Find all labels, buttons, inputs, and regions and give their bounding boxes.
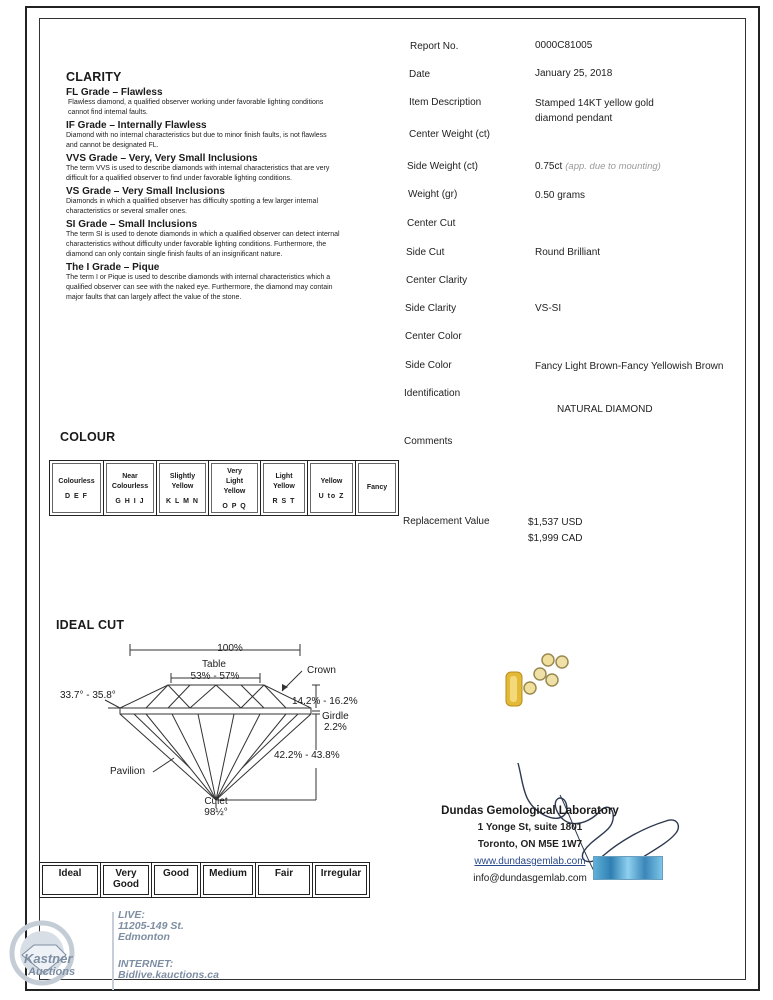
colour-grade-name: Yellow <box>273 482 295 490</box>
colour-grade-name: Very <box>227 467 242 475</box>
clarity-heading: CLARITY <box>66 70 122 84</box>
girdle-label: Girdle <box>322 711 349 722</box>
report-field-value-line: VS-SI <box>535 303 562 314</box>
auction-brand-top: Kastner <box>24 951 73 966</box>
clarity-grade-description-line: The term I or Pique is used to describe diamonds with internal characteristics which a <box>66 274 331 281</box>
colour-grade-name: Fancy <box>366 484 388 491</box>
replacement-value-cad: $1,999 CAD <box>528 533 583 544</box>
report-field-value <box>535 301 561 316</box>
colour-grade-name: Slightly <box>169 472 196 480</box>
cut-grade-label: Very Good <box>103 865 149 895</box>
crown-height-label: 14.2% - 16.2% <box>292 696 358 707</box>
report-details <box>404 0 744 500</box>
report-field-value-line: 0000C81005 <box>535 40 593 51</box>
watermark-divider <box>112 912 114 990</box>
clarity-grade-description-line: Diamond with no internal characteristics but due to minor finish faults, is not flawless <box>66 132 327 139</box>
auction-contact <box>118 910 219 981</box>
colour-grade-letters: D E F <box>65 492 88 500</box>
colour-grade-name: Light <box>275 472 293 480</box>
report-field-label: Identification <box>404 388 461 399</box>
clarity-grade-description-line: The term VVS is used to describe diamonds with internal characteristics that are very <box>66 165 330 172</box>
table-percentage: 53% - 57% <box>190 671 240 682</box>
clarity-grade-item <box>66 219 386 260</box>
cut-grade-label: Ideal <box>42 865 98 895</box>
clarity-grade-description-line: difficult for a qualified observer to find under favorable lighting conditions. <box>66 175 292 182</box>
report-field-label: Side Clarity <box>405 303 457 314</box>
colour-grade-letters: G H I J <box>115 497 145 505</box>
ideal-cut-heading: IDEAL CUT <box>56 618 125 632</box>
hologram-seal <box>593 856 663 880</box>
clarity-section <box>66 70 386 305</box>
colour-grade-cell <box>261 461 308 516</box>
clarity-grade-description-line: Diamonds in which a qualified observer has difficulty spotting a few larger internal <box>66 198 319 205</box>
cut-grade-cell <box>152 863 201 898</box>
total-width-label: 100% <box>217 643 243 654</box>
colour-grade-cell <box>209 461 261 516</box>
report-field-value <box>535 38 592 53</box>
lab-name: Dundas Gemological Laboratory <box>441 805 619 817</box>
clarity-grade-description-line: and cannot be designated FL. <box>66 142 159 149</box>
report-field-value <box>535 188 585 203</box>
clarity-grade-item <box>66 87 386 118</box>
pavilion-label: Pavilion <box>110 766 146 777</box>
clarity-grade-description-line: characteristics without difficulty under favorable lighting conditions. Furthermore, the <box>66 241 327 248</box>
pavilion-depth-label: 42.2% - 43.8% <box>274 750 340 761</box>
colour-grade-name: Yellow <box>320 477 343 485</box>
cut-grade-scale <box>39 862 370 898</box>
colour-grade-name: Colourless <box>111 482 149 490</box>
crown-angle-label: 33.7° - 35.8° <box>60 690 116 701</box>
clarity-grade-description-line: diamond can only contain single finish faults of an insignificant nature. <box>66 251 283 258</box>
crown-label: Crown <box>307 665 336 676</box>
cut-grade-cell <box>101 863 152 898</box>
colour-grade-name: Colourless <box>58 477 95 485</box>
diamond-outline <box>120 685 311 800</box>
report-field-value-line: diamond pendant <box>535 113 613 124</box>
clarity-grade-item <box>66 153 386 184</box>
cut-grade-cell <box>40 863 101 898</box>
report-field-value-line: 0.75ct <box>535 161 563 172</box>
report-field-label: Center Color <box>405 331 462 342</box>
report-field-label: Side Color <box>405 360 452 371</box>
report-field-label: Weight (gr) <box>408 189 458 200</box>
lab-city: Toronto, ON M5E 1W7 <box>477 839 583 850</box>
clarity-grade-name: VS Grade – Very Small Inclusions <box>66 186 225 197</box>
culet-angle-label: 98½° <box>204 807 228 818</box>
clarity-grade-item <box>66 186 386 217</box>
lab-address: 1 Yonge St, suite 1801 <box>477 822 583 833</box>
girdle-percentage: 2.2% <box>324 722 347 733</box>
live-address: 11205-149 St. <box>118 920 184 932</box>
report-field-value <box>557 402 653 417</box>
report-field-value <box>535 359 723 374</box>
colour-grade-name: Yellow <box>223 487 246 495</box>
colour-grade-name: Yellow <box>171 482 194 490</box>
report-field-value <box>535 96 654 126</box>
clarity-grade-description-line: The term SI is used to denote diamonds in which a qualified observer can detect internal <box>66 231 340 238</box>
clarity-grade-description-line: cannot find internal faults. <box>68 109 148 116</box>
report-field-label: Date <box>409 69 431 80</box>
internet-label: INTERNET: <box>118 958 174 970</box>
report-field-value <box>535 245 600 260</box>
report-field-label: Item Description <box>409 97 482 108</box>
live-label: LIVE: <box>118 909 145 921</box>
clarity-grade-name: IF Grade – Internally Flawless <box>66 120 207 131</box>
report-field-value-line: Fancy Light Brown-Fancy Yellowish Brown <box>535 361 724 372</box>
report-field-value-line: NATURAL DIAMOND <box>557 404 653 415</box>
colour-scale <box>49 460 399 516</box>
cut-grade-label: Medium <box>203 865 253 895</box>
report-field-label: Report No. <box>410 41 459 52</box>
report-field-note: (app. due to mounting) <box>565 161 661 172</box>
clarity-grade-item <box>66 262 386 303</box>
colour-grade-cell <box>104 461 157 516</box>
report-field-value-line: January 25, 2018 <box>535 68 613 79</box>
colour-grade-cell <box>157 461 209 516</box>
report-field-value <box>535 66 612 81</box>
colour-grade-cell <box>308 461 356 516</box>
cut-grade-label: Irregular <box>315 865 367 895</box>
lab-email: info@dundasgemlab.com <box>473 873 587 884</box>
clarity-grade-name: SI Grade – Small Inclusions <box>66 219 198 230</box>
colour-grade-letters: R S T <box>272 497 296 505</box>
cut-grade-label: Fair <box>258 865 310 895</box>
report-field-label: Center Weight (ct) <box>409 129 490 140</box>
colour-grade-cell <box>50 461 104 516</box>
colour-grade-letters: U to Z <box>318 492 345 500</box>
clarity-grade-description-line: qualified observer can see with the naked eye. Furthermore, the diamond may contain <box>66 284 333 291</box>
auction-watermark <box>4 915 109 995</box>
table-label: Table <box>202 659 226 670</box>
clarity-grade-name: VVS Grade – Very, Very Small Inclusions <box>66 153 258 164</box>
report-field-value-line: Round Brilliant <box>535 247 601 258</box>
culet-label: Culet <box>204 796 228 807</box>
clarity-grade-item <box>66 120 386 151</box>
auction-brand-bottom: Auctions <box>28 966 76 978</box>
internet-url[interactable]: Bidlive.kauctions.ca <box>118 969 219 981</box>
report-field-label: Side Cut <box>406 247 445 258</box>
colour-heading: COLOUR <box>60 430 116 444</box>
report-field-label: Comments <box>404 436 453 447</box>
report-field-label: Center Clarity <box>406 275 468 286</box>
report-field-label: Center Cut <box>407 218 456 229</box>
clarity-grade-list <box>66 87 386 303</box>
clarity-grade-description-line: characteristics or several smaller ones. <box>66 208 187 215</box>
lab-website-link[interactable]: www.dundasgemlab.com <box>474 856 586 867</box>
cut-grade-label: Good <box>154 865 198 895</box>
clarity-grade-description-line: major faults that can largely affect the value of the stone. <box>66 294 242 301</box>
cut-grade-cell <box>313 863 370 898</box>
pavilion-pointer <box>153 758 174 772</box>
cut-grade-cell <box>256 863 313 898</box>
colour-grade-letters: K L M N <box>166 497 199 505</box>
report-field-value <box>535 159 661 174</box>
report-field-label: Side Weight (ct) <box>407 161 478 172</box>
report-field-value-line: 0.50 grams <box>535 190 586 201</box>
clarity-grade-name: FL Grade – Flawless <box>66 87 163 98</box>
clarity-grade-description-line: Flawless diamond, a qualified observer working under favorable lighting conditions <box>68 99 324 106</box>
colour-grade-name: Near <box>122 472 138 480</box>
colour-grade-name: Light <box>225 477 244 485</box>
replacement-value-label: Replacement Value <box>403 516 490 527</box>
report-field-value-line: Stamped 14KT yellow gold <box>535 98 654 109</box>
pendant-photo <box>500 650 585 715</box>
colour-grade-cell <box>356 461 399 516</box>
colour-grade-letters: O P Q <box>222 502 247 510</box>
replacement-value-usd: $1,537 USD <box>528 517 583 528</box>
live-city: Edmonton <box>118 931 170 943</box>
cut-grade-cell <box>201 863 256 898</box>
clarity-grade-name: The I Grade – Pique <box>66 262 160 273</box>
